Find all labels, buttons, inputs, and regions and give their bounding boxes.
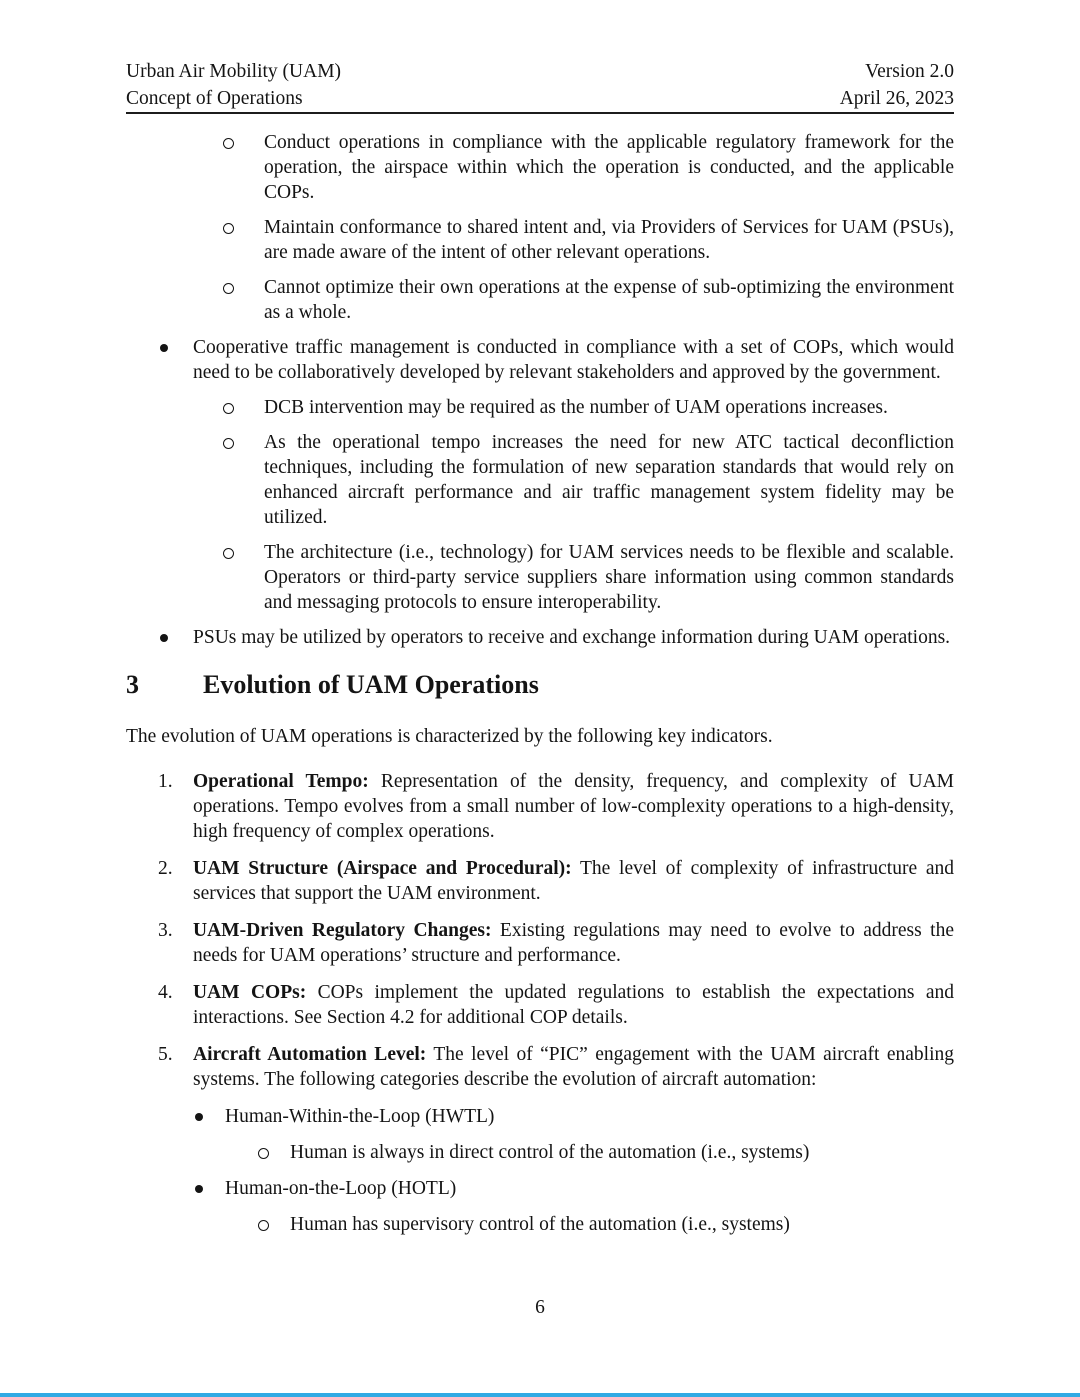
list-item-lead: UAM Structure (Airspace and Procedural): (193, 858, 572, 879)
section-heading (126, 670, 954, 700)
list-item-text: As the operational tempo increases the need for new ATC tactical deconfliction techniques, including the formulation of new separation standards that would rely on enhanced aircraft performance and air traffic management system fidelity may be utilized. (264, 432, 954, 528)
list-item-text: Cooperative traffic management is conducted in compliance with a set of COPs, which would need to be collaboratively developed by relevant stakeholders and approved by the government. (193, 337, 954, 383)
list-item (126, 335, 954, 385)
list-item-text: Human-on-the-Loop (HOTL) (225, 1178, 457, 1199)
list-item (126, 130, 954, 205)
header-date: April 26, 2023 (839, 88, 954, 109)
list-item-text: Human is always in direct control of the automation (i.e., systems) (290, 1142, 810, 1163)
section-title: Evolution of UAM Operations (203, 670, 539, 699)
list-number: 5. (158, 1044, 173, 1065)
header-right (840, 58, 954, 112)
circle-bullet-icon (223, 223, 234, 234)
list-item-text (193, 918, 954, 968)
header-doc-subtitle: Concept of Operations (126, 88, 303, 109)
list-number: 1. (158, 771, 173, 792)
list-item-text: Human-Within-the-Loop (HWTL) (225, 1106, 495, 1127)
list-number: 3. (158, 920, 173, 941)
list-item-lead: UAM-Driven Regulatory Changes: (193, 920, 492, 941)
list-item (126, 1104, 954, 1129)
list-item-text (193, 769, 954, 844)
header-left (126, 58, 341, 112)
list-item-text: Maintain conformance to shared intent and, via Providers of Services for UAM (PSUs), are made aware of the intent of other relevant operations. (264, 217, 954, 263)
list-item-text (193, 1042, 954, 1092)
list-item (126, 1212, 954, 1237)
list-item (126, 215, 954, 265)
circle-bullet-icon (223, 438, 234, 449)
circle-bullet-icon (258, 1148, 269, 1159)
list-item-text: Human has supervisory control of the automation (i.e., systems) (290, 1214, 790, 1235)
list-item (126, 540, 954, 615)
circle-bullet-icon (223, 138, 234, 149)
circle-bullet-icon (258, 1220, 269, 1231)
section-number: 3 (126, 670, 139, 699)
list-item-text: PSUs may be utilized by operators to receive and exchange information during UAM operations. (193, 627, 951, 648)
circle-bullet-icon (223, 548, 234, 559)
numbered-item (126, 918, 954, 968)
disc-bullet-icon (160, 634, 168, 642)
list-number: 2. (158, 858, 173, 879)
list-item-text (193, 980, 954, 1030)
header-version: Version 2.0 (865, 61, 954, 82)
numbered-item (126, 980, 954, 1030)
list-item-text: The architecture (i.e., technology) for UAM services needs to be flexible and scalable. Operators or third-party service suppliers share information using common standards and messaging protocols to ensure interoperability. (264, 542, 954, 613)
page-number: 6 (535, 1297, 545, 1318)
circle-bullet-icon (223, 403, 234, 414)
list-item-text: Conduct operations in compliance with the applicable regulatory framework for the operation, the airspace within which the operation is conducted, and the applicable COPs. (264, 132, 954, 203)
list-item (126, 430, 954, 530)
list-item (126, 395, 954, 420)
numbered-item (126, 1042, 954, 1092)
list-item (126, 1176, 954, 1201)
header-doc-title: Urban Air Mobility (UAM) (126, 61, 342, 82)
circle-bullet-icon (223, 283, 234, 294)
numbered-item (126, 856, 954, 906)
bottom-edge-bar (0, 1393, 1080, 1397)
disc-bullet-icon (160, 344, 168, 352)
list-item-text: Cannot optimize their own operations at the expense of sub-optimizing the environment as a whole. (264, 277, 954, 323)
list-item-body: COPs implement the updated regulations to establish the expectations and interactions. See Section 4.2 for additional COP details. (193, 982, 954, 1028)
list-item-lead: Operational Tempo: (193, 771, 369, 792)
intro-paragraph: The evolution of UAM operations is characterized by the following key indicators. (126, 726, 773, 747)
list-item (126, 1140, 954, 1165)
list-item-lead: Aircraft Automation Level: (193, 1044, 427, 1065)
page-header (126, 58, 954, 112)
list-item-body: Existing regulations may need to evolve to address the needs for UAM operations’ structure and performance. (193, 920, 954, 966)
list-item (126, 275, 954, 325)
list-number: 4. (158, 982, 173, 1003)
list-item-lead: UAM COPs: (193, 982, 307, 1003)
list-item (126, 625, 954, 650)
page-content (126, 130, 954, 1248)
list-item-body: Representation of the density, frequency, and complexity of UAM operations. Tempo evolves from a small number of low-complexity operations to a high-density, high frequency of complex operations. (193, 771, 954, 842)
list-item-body: The level of complexity of infrastructure and services that support the UAM environment. (193, 858, 955, 904)
list-item-text: DCB intervention may be required as the number of UAM operations increases. (264, 397, 888, 418)
list-item-body: The level of “PIC” engagement with the UAM aircraft enabling systems. The following categories describe the evolution of aircraft automation: (193, 1044, 954, 1090)
numbered-item (126, 769, 954, 844)
disc-bullet-icon (195, 1185, 203, 1193)
disc-bullet-icon (195, 1113, 203, 1121)
header-rule (126, 112, 954, 114)
list-item-text (193, 856, 954, 906)
